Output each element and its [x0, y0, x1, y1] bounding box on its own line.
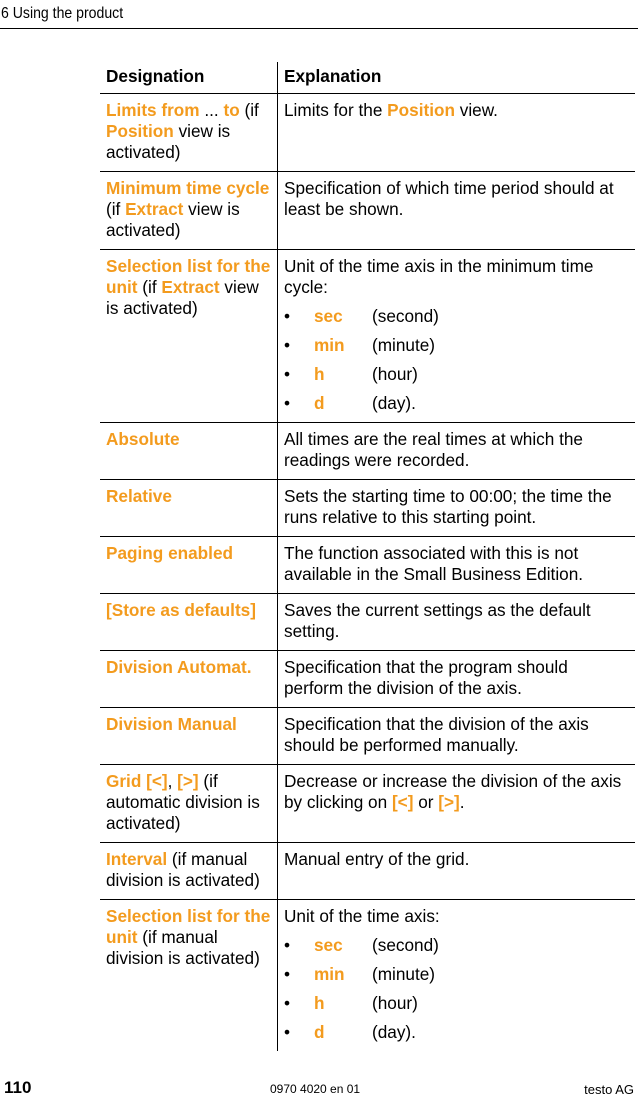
text: (if [137, 277, 162, 297]
text: (if [239, 100, 259, 120]
explanation-cell [278, 900, 636, 1052]
document-number: 0970 4020 en 01 [270, 1082, 361, 1096]
table-row [100, 900, 635, 1052]
explanation-cell: Specification that the program should perform the division of the axis. [284, 657, 568, 698]
term: Position [387, 100, 455, 120]
designation-cell [100, 250, 278, 423]
term: Grid [<] [106, 771, 168, 791]
term: [<] [391, 792, 414, 812]
text: , [167, 771, 178, 791]
text: (if manual division is activated) [106, 849, 260, 890]
term: [>] [177, 771, 199, 791]
page-header [0, 0, 638, 29]
table-row [100, 843, 635, 900]
term: [Store as defaults] [106, 600, 256, 620]
table-row [100, 250, 635, 423]
explanation-cell [278, 94, 636, 172]
unit-list-item [284, 1022, 629, 1043]
unit-list-item [284, 306, 629, 327]
designation-cell [100, 537, 278, 594]
text: (if manual division is activated) [106, 927, 260, 968]
designation-cell [100, 172, 278, 250]
explanation-cell: Specification of which time period should at least be shown. [284, 178, 614, 219]
table-row [100, 594, 635, 651]
text: Unit of the time axis: [284, 906, 440, 926]
unit-list-item [284, 964, 629, 985]
unit-text: (day). [372, 1022, 416, 1042]
unit-text: (hour) [372, 993, 418, 1013]
text: (if [106, 199, 126, 219]
unit-keyword: d [314, 393, 325, 413]
brand-name: testo AG [584, 1082, 634, 1097]
unit-text: (day). [372, 393, 416, 413]
unit-list-item [284, 993, 629, 1014]
unit-list-item [284, 393, 629, 414]
table-row [100, 94, 635, 172]
explanation-cell: Saves the current settings as the default setting. [284, 600, 591, 641]
explanation-cell: All times are the real times at which the readings were recorded. [284, 429, 583, 470]
table-row [100, 172, 635, 250]
term: Position [106, 121, 174, 141]
bullet: • [284, 1022, 291, 1042]
designation-cell [100, 708, 278, 765]
text: view is activated) [106, 121, 231, 162]
table-row [100, 537, 635, 594]
term: Limits from [106, 100, 200, 120]
unit-list-item [284, 335, 629, 356]
unit-text: (minute) [372, 964, 436, 984]
text: . [459, 792, 465, 812]
bullet: • [284, 993, 291, 1013]
explanation-cell [278, 765, 636, 843]
term: Relative [106, 486, 172, 506]
bullet: • [284, 335, 291, 355]
column-header-explanation: Explanation [284, 66, 382, 86]
text: (if automatic division is activated) [106, 771, 260, 833]
designation-cell [100, 94, 278, 172]
unit-keyword: min [314, 335, 345, 355]
unit-list-item [284, 364, 629, 385]
text: ... [199, 100, 224, 120]
table-row [100, 423, 635, 480]
text: Unit of the time axis in the minimum time cycle: [284, 256, 594, 297]
table-row [100, 765, 635, 843]
designation-cell [100, 651, 278, 708]
section-title: 6 Using the product [1, 5, 124, 22]
text: or [413, 792, 439, 812]
unit-keyword: sec [314, 306, 343, 326]
designation-cell [100, 765, 278, 843]
term: to [223, 100, 240, 120]
term: Absolute [106, 429, 180, 449]
unit-keyword: h [314, 364, 325, 384]
bullet: • [284, 364, 291, 384]
column-header-designation: Designation [100, 62, 278, 94]
designation-table [100, 62, 635, 1051]
unit-keyword: min [314, 964, 345, 984]
explanation-cell: Sets the starting time to 00:00; the time the runs relative to this starting point. [284, 486, 612, 527]
unit-text: (minute) [372, 335, 436, 355]
term: Selection list for the unit [106, 256, 271, 297]
term: Paging enabled [106, 543, 234, 563]
term: Minimum time cycle [106, 178, 270, 198]
text: view. [454, 100, 498, 120]
unit-text: (second) [372, 935, 439, 955]
designation-cell [100, 480, 278, 537]
table-row [100, 651, 635, 708]
bullet: • [284, 935, 291, 955]
term: Interval [106, 849, 168, 869]
designation-cell [100, 900, 278, 1052]
term: Selection list for the unit [106, 906, 271, 947]
unit-list-item [284, 935, 629, 956]
explanation-cell [278, 250, 636, 423]
text: view is activated) [106, 199, 240, 240]
table-header-row [100, 62, 635, 94]
term: Division Automat. [106, 657, 252, 677]
unit-keyword: d [314, 1022, 325, 1042]
designation-cell [100, 594, 278, 651]
explanation-cell: Manual entry of the grid. [284, 849, 470, 869]
bullet: • [284, 306, 291, 326]
unit-keyword: h [314, 993, 325, 1013]
table-row [100, 480, 635, 537]
unit-text: (hour) [372, 364, 418, 384]
text: view is activated) [106, 277, 259, 318]
designation-cell [100, 843, 278, 900]
term: [>] [438, 792, 460, 812]
term: Division Manual [106, 714, 237, 734]
unit-keyword: sec [314, 935, 343, 955]
bullet: • [284, 964, 291, 984]
text: Limits for the [284, 100, 388, 120]
explanation-cell: The function associated with this is not available in the Small Business Edition. [284, 543, 584, 584]
unit-text: (second) [372, 306, 439, 326]
page-number: 110 [4, 1078, 32, 1097]
term: Extract [161, 277, 220, 297]
designation-cell [100, 423, 278, 480]
explanation-cell: Specification that the division of the axis should be performed manually. [284, 714, 589, 755]
text: Decrease or increase the division of the axis by clicking on [284, 771, 622, 812]
table-row [100, 708, 635, 765]
bullet: • [284, 393, 291, 413]
term: Extract [125, 199, 184, 219]
